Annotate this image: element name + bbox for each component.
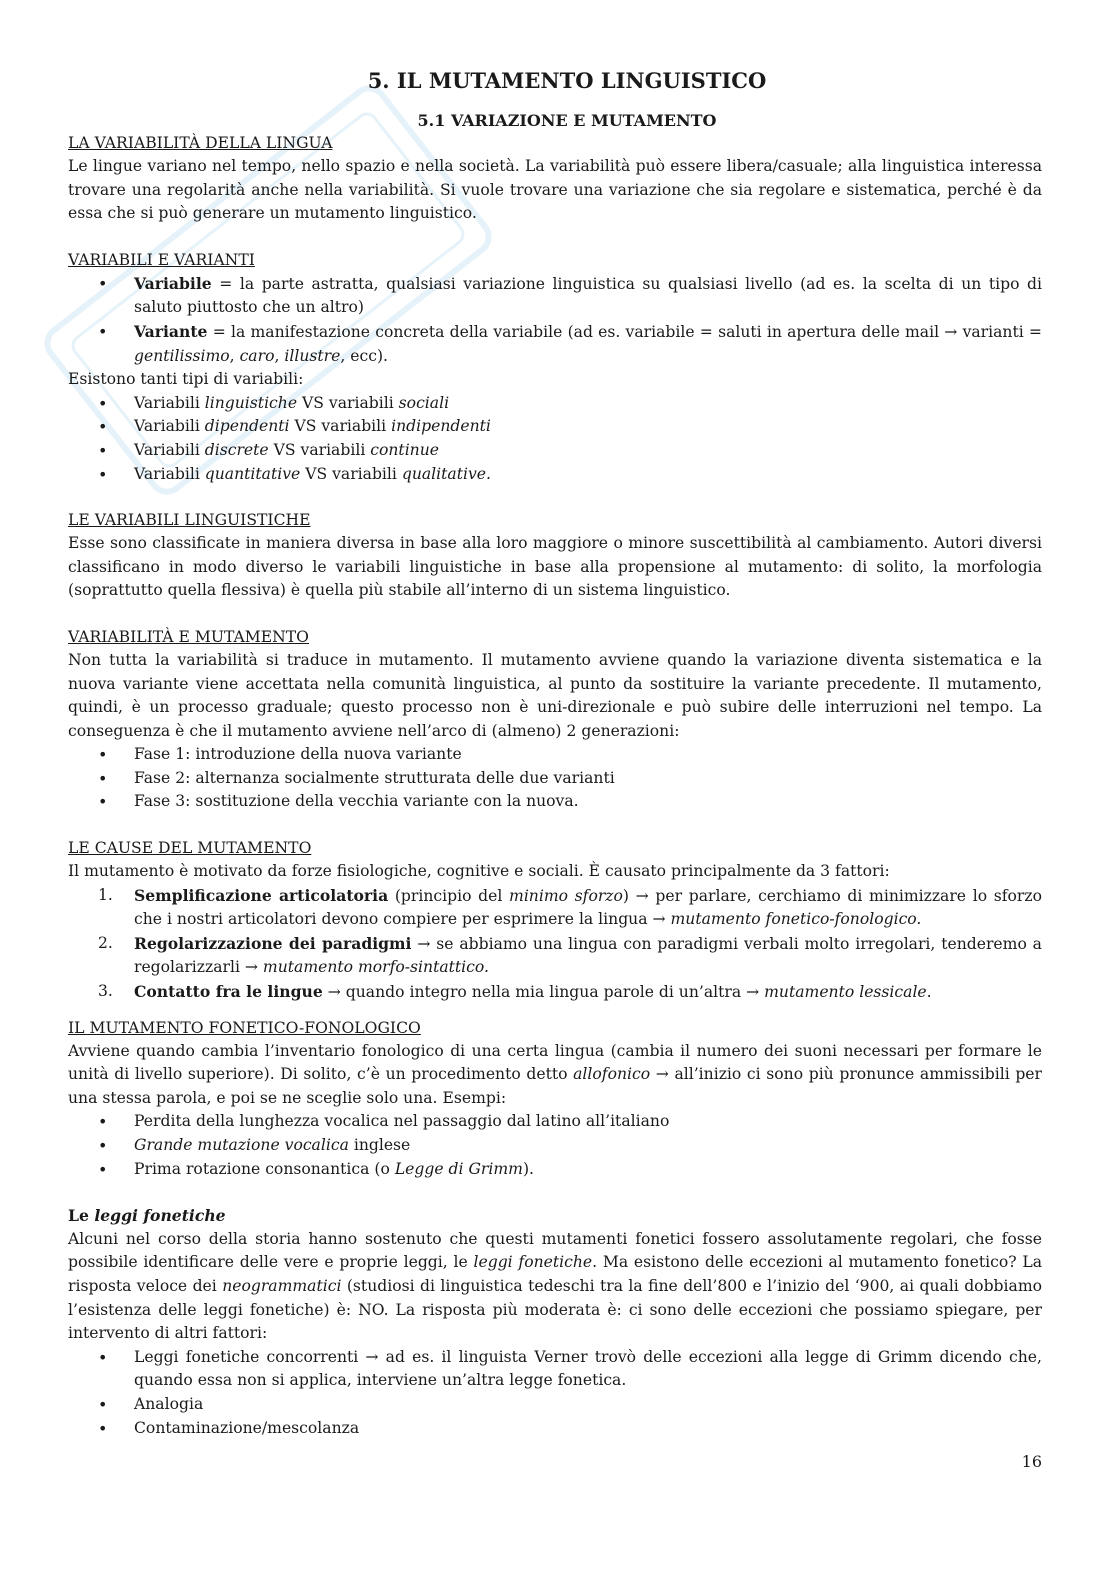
text-run: . xyxy=(926,983,932,1002)
text-run: → quando integro nella mia lingua parole di un’altra → xyxy=(322,983,765,1002)
text-run: mutamento fonetico-fonologico. xyxy=(670,910,922,929)
list-item xyxy=(68,1346,1042,1393)
list-variabili-varianti xyxy=(68,272,1042,368)
text-run: qualitative. xyxy=(401,464,491,483)
numbered-item xyxy=(68,932,1042,980)
list-item xyxy=(68,1110,1042,1134)
text-run: discrete xyxy=(204,440,269,459)
text-run: minimo sforzo xyxy=(509,886,623,905)
text-run: Leggi fonetiche concorrenti → ad es. il linguista Verner trovò delle eccezioni alla legge di Grimm dicendo che, quando essa non si applica, interviene un’altra legge fonetica. xyxy=(134,1347,1042,1390)
list-item xyxy=(68,439,1042,463)
list-item xyxy=(68,767,1042,791)
bullet-icon xyxy=(98,320,118,345)
bullet-icon xyxy=(98,767,118,792)
text-run: Perdita della lunghezza vocalica nel passaggio dal latino all’italiano xyxy=(134,1112,670,1131)
text-run: , ecc). xyxy=(340,346,388,365)
paragraph-cause xyxy=(68,860,1042,884)
text-run: Variabili xyxy=(134,417,205,436)
text-run: Regolarizzazione dei paradigmi xyxy=(134,933,412,953)
text-run: dipendenti xyxy=(204,417,290,436)
paragraph-variabilita-mutamento xyxy=(68,649,1042,743)
text-run: → all’inizio ci sono più pronunce ammissibili per una stessa parola, e poi se ne sceglie solo una. Esempi: xyxy=(68,1065,1042,1107)
text-run: = la parte astratta, qualsiasi variazione linguistica su qualsiasi livello (ad es. la scelta di un tipo di saluto piuttosto che un altro) xyxy=(134,274,1042,317)
text-run: quantitative xyxy=(204,464,301,483)
text-run: Semplificazione articolatoria xyxy=(134,885,389,905)
page-title: 5. IL MUTAMENTO LINGUISTICO xyxy=(367,68,767,93)
text-run: neogrammatici xyxy=(222,1276,342,1295)
text-run: Fase 1: introduzione della nuova variante xyxy=(134,745,462,764)
bullet-icon xyxy=(98,439,118,464)
text-run: sociali xyxy=(398,393,450,412)
bullet-icon xyxy=(98,1110,118,1135)
heading-fonetico: IL MUTAMENTO FONETICO-FONOLOGICO xyxy=(68,1018,421,1037)
bullet-icon xyxy=(98,392,118,417)
page-number: 16 xyxy=(1021,1452,1042,1471)
list-item xyxy=(68,1393,1042,1417)
numbered-item xyxy=(68,980,1042,1005)
text-run: . Ma esistono delle eccezioni al mutamento fonetico? La risposta veloce dei xyxy=(68,1253,1042,1295)
text-run: Contaminazione/mescolanza xyxy=(134,1418,360,1437)
bullet-icon xyxy=(98,272,118,297)
bullet-icon xyxy=(98,463,118,488)
text-run: VS variabili xyxy=(268,440,371,459)
text-run: continue xyxy=(370,440,439,459)
text-run: Variabili xyxy=(134,464,205,483)
text-run: linguistiche xyxy=(204,393,298,412)
list-tipi-variabili xyxy=(68,392,1042,486)
bullet-icon xyxy=(98,1134,118,1159)
text-run: caro xyxy=(239,346,275,365)
list-fasi xyxy=(68,743,1042,814)
text-run: illustre xyxy=(284,346,341,365)
text-run: Variante xyxy=(134,321,208,341)
text-run: ) → per parlare, cerchiamo di minimizzare lo sforzo che i nostri articolatori devono compiere per esprimere la lingua → xyxy=(134,886,1042,929)
bullet-icon xyxy=(98,1346,118,1371)
text-run: Fase 2: alternanza socialmente strutturata delle due varianti xyxy=(134,768,615,787)
text-run: (principio del xyxy=(388,886,510,905)
text-run: Esistono tanti tipi di variabili: xyxy=(68,370,304,389)
item-number: 2. xyxy=(98,933,113,952)
section-subtitle: 5.1 VARIAZIONE E MUTAMENTO xyxy=(417,111,717,130)
text-run: Il mutamento è motivato da forze fisiologiche, cognitive e sociali. È causato principalmente da 3 fattori: xyxy=(68,862,890,881)
list-item xyxy=(68,272,1042,320)
item-number: 3. xyxy=(98,982,113,1001)
text-run: mutamento lessicale xyxy=(764,983,927,1002)
text-run: mutamento morfo-sintattico. xyxy=(262,958,489,977)
text-run: Alcuni nel corso della storia hanno sostenuto che questi mutamenti fonetici fossero assolutamente regolari, che fosse possibile identificare delle vere e proprie leggi, le xyxy=(68,1229,1042,1272)
text-run: , xyxy=(274,346,285,365)
list-esempi-fonetici xyxy=(68,1110,1042,1181)
numbered-item xyxy=(68,884,1042,932)
heading-cause: LE CAUSE DEL MUTAMENTO xyxy=(68,839,312,858)
text-run: Contatto fra le lingue xyxy=(134,982,323,1002)
text-run: Analogia xyxy=(134,1394,204,1413)
bullet-icon xyxy=(98,1393,118,1418)
heading-variabili-varianti: VARIABILI E VARIANTI xyxy=(68,250,255,269)
text-run: indipendenti xyxy=(391,417,491,436)
list-item xyxy=(68,463,1042,487)
text-run: = la manifestazione concreta della variabile (ad es. variabile = saluti in apertura delle mail → varianti = xyxy=(207,322,1042,341)
text-run: Le lingue variano nel tempo, nello spazio e nella società. La variabilità può essere libera/casuale; alla linguistica interessa trovare una regolarità anche nella variabilità. Si vuole trovare una variazione che sia regolare e sistematica, perché è da essa che si può generare un mutamento linguistico. xyxy=(68,157,1042,223)
text-run: VS variabili xyxy=(297,393,399,412)
list-item xyxy=(68,415,1042,439)
text-run: (studiosi di linguistica tedeschi tra la fine dell’800 e l’inizio del ‘900, ai quali dobbiamo l’esistenza delle leggi fonetiche) è: NO. La risposta più moderata è: ci sono delle eccezioni che possiamo spiegare, per intervento di altri fattori: xyxy=(68,1276,1042,1343)
list-item xyxy=(68,1158,1042,1182)
heading-variabilita-mutamento: VARIABILITÀ E MUTAMENTO xyxy=(68,627,309,646)
text-run: Fase 3: sostituzione della vecchia variante con la nuova. xyxy=(134,792,579,811)
text-run: Non tutta la variabilità si traduce in mutamento. Il mutamento avviene quando la variazione diventa sistematica e la nuova variante viene accettata nella comunità linguistica, al punto da sostituire la variante precedente. Il mutamento, quindi, è un processo graduale; questo processo non è uni-direzionale e può subire delle interruzioni nel tempo. La conseguenza è che il mutamento avviene nell’arco di (almeno) 2 generazioni: xyxy=(68,650,1042,740)
bullet-icon xyxy=(98,415,118,440)
paragraph-variabili-linguistiche xyxy=(68,532,1042,603)
text-run: Variabile xyxy=(134,273,212,293)
heading-leggi-fonetiche xyxy=(68,1204,1042,1228)
paragraph-fonetico xyxy=(68,1040,1042,1111)
text-run: Variabili xyxy=(134,393,205,412)
list-eccezioni xyxy=(68,1346,1042,1440)
text-run: Legge di Grimm xyxy=(394,1159,523,1178)
text-run: VS variabili xyxy=(289,417,392,436)
text-run: ). xyxy=(522,1159,534,1178)
text-run: , xyxy=(229,346,240,365)
text-run: Avviene quando cambia l’inventario fonologico di una certa lingua (cambia il numero dei suoni necessari per formare le unità di livello superiore). Di solito, c’è un procedimento detto xyxy=(68,1041,1042,1084)
bullet-icon xyxy=(98,743,118,768)
text-run: leggi fonetiche xyxy=(94,1206,226,1226)
bullet-icon xyxy=(98,1417,118,1442)
heading-variabili-linguistiche: LE VARIABILI LINGUISTICHE xyxy=(68,511,311,530)
text-run: Grande mutazione vocalica xyxy=(134,1136,349,1154)
text-run: Esse sono classificate in maniera diversa in base alla loro maggiore o minore suscettibilità al cambiamento. Autori diversi classificano in modo diverso le variabili linguistiche in base alla propensione al mutamento: di solito, la morfologia (soprattutto quella flessiva) è quella più stabile all’interno di un sistema linguistico. xyxy=(68,534,1042,600)
text-run: Prima rotazione consonantica (o xyxy=(134,1159,395,1178)
list-cause xyxy=(68,884,1042,1005)
text-run: allofonico xyxy=(573,1065,651,1084)
list-item xyxy=(68,392,1042,416)
paragraph-variabilita xyxy=(68,155,1042,226)
list-item xyxy=(68,1417,1042,1441)
heading-variabilita: LA VARIABILITÀ DELLA LINGUA xyxy=(68,134,333,152)
text-run: VS variabili xyxy=(300,464,402,483)
text-run: inglese xyxy=(348,1136,411,1154)
list-item xyxy=(68,743,1042,767)
text-run: leggi fonetiche xyxy=(473,1253,593,1272)
list-item xyxy=(68,790,1042,814)
bullet-icon xyxy=(98,1158,118,1183)
text-run: gentilissimo xyxy=(134,346,230,365)
bullet-icon xyxy=(98,790,118,815)
text-run: → se abbiamo una lingua con paradigmi verbali molto irregolari, tenderemo a regolarizzarli → xyxy=(134,934,1042,977)
list-item xyxy=(68,320,1042,368)
document-page xyxy=(68,66,1042,1440)
text-run: Le xyxy=(68,1206,95,1226)
paragraph-tipi-variabili xyxy=(68,368,1042,392)
list-item xyxy=(68,1134,1042,1158)
paragraph-leggi-fonetiche xyxy=(68,1228,1042,1346)
text-run: Variabili xyxy=(134,440,205,459)
item-number: 1. xyxy=(98,885,113,904)
